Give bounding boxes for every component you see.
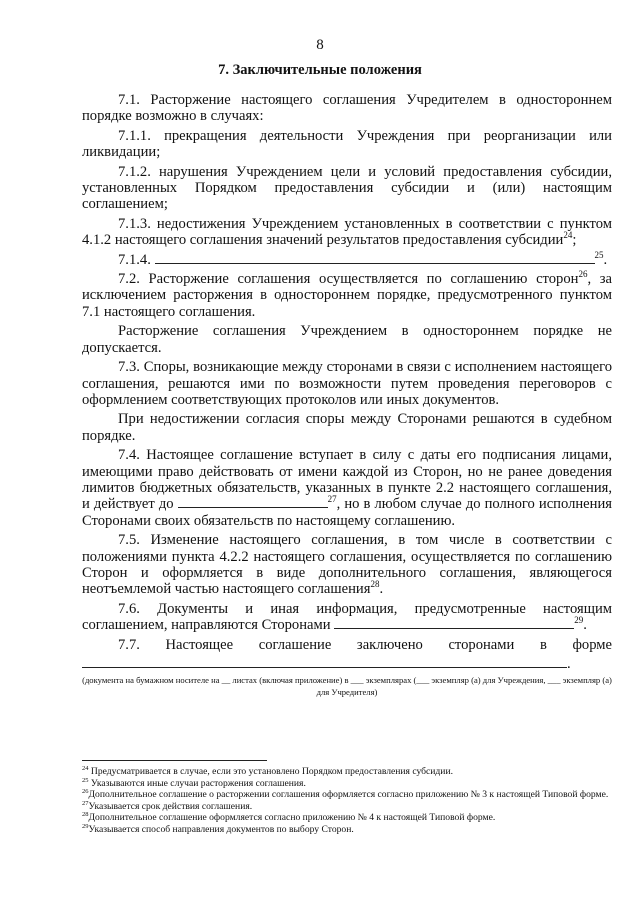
footnote-ref: 26 (578, 269, 588, 280)
clause-7-3: 7.3. Споры, возникающие между сторонами в связи с исполнением настоящего соглашения, решаются ими по возможности путем проведения переговоров с оформлением соответствующих протоколов или иных документов. (82, 359, 612, 408)
blank-field (155, 252, 595, 264)
clause-7-4: 7.4. Настоящее соглашение вступает в силу с даты его подписания лицами, имеющими право действовать от имени каждой из Сторон, но не ранее доведения лимитов бюджетных обязательств, указанных в пункте 2.2 настоящего соглашения, и действует до $^{27}$, но в любом случае до полного исполнения Сторонами своих обязательств по настоящему соглашению. (82, 447, 612, 529)
blank-field (334, 617, 574, 629)
clause-7-1-4: 7.1.4. $^{25}$. (118, 249, 608, 268)
clause-7-3-note: При недостижении согласия споры между Сторонами решаются в судебном порядке. (82, 411, 612, 444)
footnote-ref: 27 (327, 494, 337, 505)
footnote-ref: 29 (574, 615, 584, 626)
page-number: 8 (316, 37, 324, 53)
section-body (82, 92, 612, 698)
footnote: $^{27}$Указывается срок действия соглашения. (82, 799, 253, 812)
footnote: $^{26}$Дополнительное соглашение о расторжении соглашения оформляется согласно приложению № 3 к настоящей Типовой форме. (82, 788, 609, 801)
clause-7-1: 7.1. Расторжение настоящего соглашения Учредителем в одностороннем порядке возможно в случаях: (82, 92, 612, 125)
footnote: $^{29}$Указывается способ направления документов по выбору Сторон. (82, 822, 354, 835)
clause-7-2-note: Расторжение соглашения Учреждением в одностороннем порядке не допускается. (82, 323, 612, 356)
section-title: 7. Заключительные положения (218, 62, 422, 78)
footnote: $^{24}$ Предусматривается в случае, если это установлено Порядком предоставления субсидии. (82, 764, 453, 777)
clause-7-1-3: 7.1.3. недостижения Учреждением установленных в соответствии с пунктом 4.1.2 настоящего соглашения значений результатов предоставления субсидии$^{24}$; (82, 215, 612, 249)
blank-field (82, 656, 567, 668)
clause-7-6: 7.6. Документы и иная информация, предусмотренные настоящим соглашением, направляются Сторонами $^{29}$. (82, 600, 612, 634)
footnote: $^{28}$Дополнительное соглашение оформляется согласно приложению № 4 к настоящей Типовой форме. (82, 811, 496, 824)
footnote-ref: 24 (563, 230, 573, 241)
clause-7-5: 7.5. Изменение настоящего соглашения, в том числе в соответствии с положениями пункта 4.2.2 настоящего соглашения, осуществляется по соглашению Сторон и оформляется в виде дополнительного соглашения, являющегося неотъемлемой частью настоящего соглашения$^{28}$. (82, 532, 612, 598)
blank-field (178, 496, 328, 508)
form-note: (документа на бумажном носителе на __ листах (включая приложение) в ___ экземплярах (___ экземпляр (а) для Учреждения, ___ экземпляр (а) для Учредителя) (82, 675, 612, 698)
clause-7-7: 7.7. Настоящее соглашение заключено сторонами в форме (118, 636, 612, 653)
footnote-ref: 25 (594, 249, 604, 260)
footnote-divider (82, 760, 267, 761)
clause-7-1-1: 7.1.1. прекращения деятельности Учреждения при реорганизации или ликвидации; (82, 127, 612, 161)
footnote: $^{25}$ Указываются иные случаи расторжения соглашения. (82, 776, 306, 789)
clause-7-1-2: 7.1.2. нарушения Учреждением цели и условий предоставления субсидии, установленных Порядком предоставления субсидии и (или) настоящим соглашением; (82, 163, 612, 213)
clause-7-2: 7.2. Расторжение соглашения осуществляется по соглашению сторон$^{26}$, за исключением расторжения в одностороннем порядке, предусмотренного пунктом 7.1 настоящего соглашения. (82, 269, 612, 320)
footnote-ref: 28 (370, 579, 380, 590)
clause-7-7-blank: . (82, 656, 612, 672)
footnotes (82, 766, 612, 836)
